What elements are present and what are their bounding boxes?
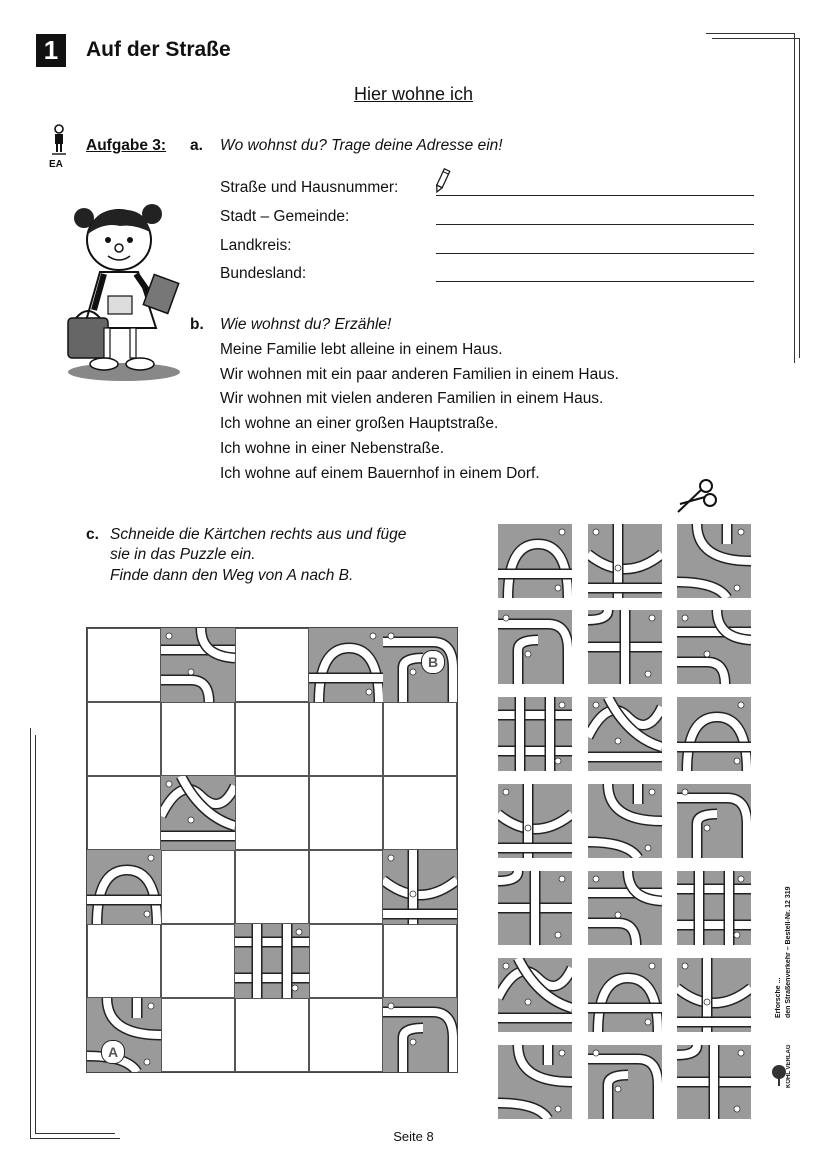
person-icon — [50, 124, 68, 158]
puzzle-empty-cell[interactable] — [235, 628, 309, 702]
cutout-card[interactable] — [588, 1045, 662, 1119]
item-letter-a: a. — [190, 137, 203, 154]
cutout-card[interactable] — [677, 871, 751, 945]
instruction-a: Wo wohnst du? Trage deine Adresse ein! — [220, 137, 503, 154]
cutout-card[interactable] — [498, 871, 572, 945]
puzzle-empty-cell[interactable] — [235, 702, 309, 776]
cutout-cards — [498, 524, 754, 1120]
cutout-card[interactable] — [588, 784, 662, 858]
publisher-line2: den Straßenverkehr – Bestell-Nr. 12 319 — [785, 886, 792, 1018]
puzzle-tile[interactable] — [87, 998, 161, 1072]
statement-line: Wir wohnen mit ein paar anderen Familien in einem Haus. — [220, 366, 619, 383]
puzzle-grid — [86, 627, 458, 1073]
frame-line — [706, 33, 794, 34]
puzzle-empty-cell[interactable] — [87, 776, 161, 850]
frame-line — [712, 38, 799, 39]
write-line-city[interactable] — [436, 224, 754, 225]
statement-line: Ich wohne in einer Nebenstraße. — [220, 440, 445, 457]
statement-line: Ich wohne an einer großen Hauptstraße. — [220, 415, 499, 432]
marker-b: B — [421, 650, 445, 674]
puzzle-empty-cell[interactable] — [161, 702, 235, 776]
cutout-card[interactable] — [677, 697, 751, 771]
statement-line: Ich wohne auf einem Bauernhof in einem Dorf. — [220, 465, 540, 482]
puzzle-empty-cell[interactable] — [161, 998, 235, 1072]
puzzle-empty-cell[interactable] — [309, 924, 383, 998]
cutout-card[interactable] — [498, 1045, 572, 1119]
puzzle-empty-cell[interactable] — [309, 776, 383, 850]
cutout-card[interactable] — [588, 610, 662, 684]
puzzle-empty-cell[interactable] — [383, 776, 457, 850]
publisher-logo-text: KOHL VERLAG — [786, 1044, 792, 1088]
frame-line — [30, 728, 31, 1138]
write-line-district[interactable] — [436, 253, 754, 254]
instruction-b: Wie wohnst du? Erzähle! — [220, 316, 392, 333]
cutout-card[interactable] — [498, 784, 572, 858]
cutout-card[interactable] — [498, 958, 572, 1032]
puzzle-empty-cell[interactable] — [383, 924, 457, 998]
chapter-number: 1 — [36, 34, 66, 67]
puzzle-empty-cell[interactable] — [235, 776, 309, 850]
instruction-c: Finde dann den Weg von A nach B. — [110, 567, 354, 584]
cutout-card[interactable] — [677, 1045, 751, 1119]
puzzle-tile[interactable] — [87, 850, 161, 924]
puzzle-empty-cell[interactable] — [383, 702, 457, 776]
cutout-card[interactable] — [498, 697, 572, 771]
page-subtitle: Hier wohne ich — [353, 84, 474, 104]
publisher-line1: Erforsche ... — [775, 977, 782, 1018]
page-number: Seite 8 — [393, 1129, 434, 1144]
write-line-street[interactable] — [436, 195, 754, 196]
puzzle-empty-cell[interactable] — [309, 850, 383, 924]
cutout-card[interactable] — [677, 610, 751, 684]
puzzle-tile[interactable] — [235, 924, 309, 998]
instruction-c: Schneide die Kärtchen rechts aus und füge — [110, 526, 407, 543]
girl-illustration — [64, 200, 188, 385]
frame-line — [799, 38, 800, 358]
write-line-state[interactable] — [436, 281, 754, 282]
puzzle-empty-cell[interactable] — [87, 924, 161, 998]
puzzle-empty-cell[interactable] — [235, 998, 309, 1072]
cutout-card[interactable] — [588, 958, 662, 1032]
puzzle-tile[interactable] — [309, 628, 383, 702]
ea-label: EA — [49, 159, 63, 170]
item-letter-b: b. — [190, 316, 204, 333]
cutout-card[interactable] — [498, 610, 572, 684]
puzzle-empty-cell[interactable] — [309, 998, 383, 1072]
puzzle-empty-cell[interactable] — [87, 628, 161, 702]
puzzle-empty-cell[interactable] — [161, 924, 235, 998]
puzzle-empty-cell[interactable] — [235, 850, 309, 924]
scissors-icon — [674, 476, 718, 516]
marker-a: A — [101, 1040, 125, 1064]
field-label-city: Stadt – Gemeinde: — [220, 208, 350, 225]
item-letter-c: c. — [86, 526, 99, 543]
field-label-street: Straße und Hausnummer: — [220, 179, 399, 196]
publisher-logo — [770, 1044, 796, 1090]
cutout-card[interactable] — [588, 524, 662, 598]
cutout-card[interactable] — [677, 784, 751, 858]
puzzle-tile[interactable] — [161, 628, 235, 702]
puzzle-empty-cell[interactable] — [309, 702, 383, 776]
pencil-icon — [432, 167, 452, 195]
puzzle-tile[interactable] — [383, 998, 457, 1072]
cutout-card[interactable] — [588, 871, 662, 945]
puzzle-tile[interactable] — [383, 628, 457, 702]
task-label: Aufgabe 3: — [86, 137, 167, 154]
frame-line — [35, 735, 36, 1133]
puzzle-empty-cell[interactable] — [87, 702, 161, 776]
frame-line — [794, 33, 795, 363]
cutout-card[interactable] — [498, 524, 572, 598]
cutout-card[interactable] — [588, 697, 662, 771]
field-label-district: Landkreis: — [220, 237, 292, 254]
statement-line: Meine Familie lebt alleine in einem Haus. — [220, 341, 503, 358]
cutout-card[interactable] — [677, 524, 751, 598]
tree-logo-icon — [770, 1060, 796, 1090]
statement-line: Wir wohnen mit vielen anderen Familien in einem Haus. — [220, 390, 604, 407]
puzzle-tile[interactable] — [161, 776, 235, 850]
puzzle-empty-cell[interactable] — [161, 850, 235, 924]
instruction-c: sie in das Puzzle ein. — [110, 546, 256, 563]
chapter-title: Auf der Straße — [86, 38, 231, 61]
field-label-state: Bundesland: — [220, 265, 307, 282]
puzzle-tile[interactable] — [383, 850, 457, 924]
cutout-card[interactable] — [677, 958, 751, 1032]
